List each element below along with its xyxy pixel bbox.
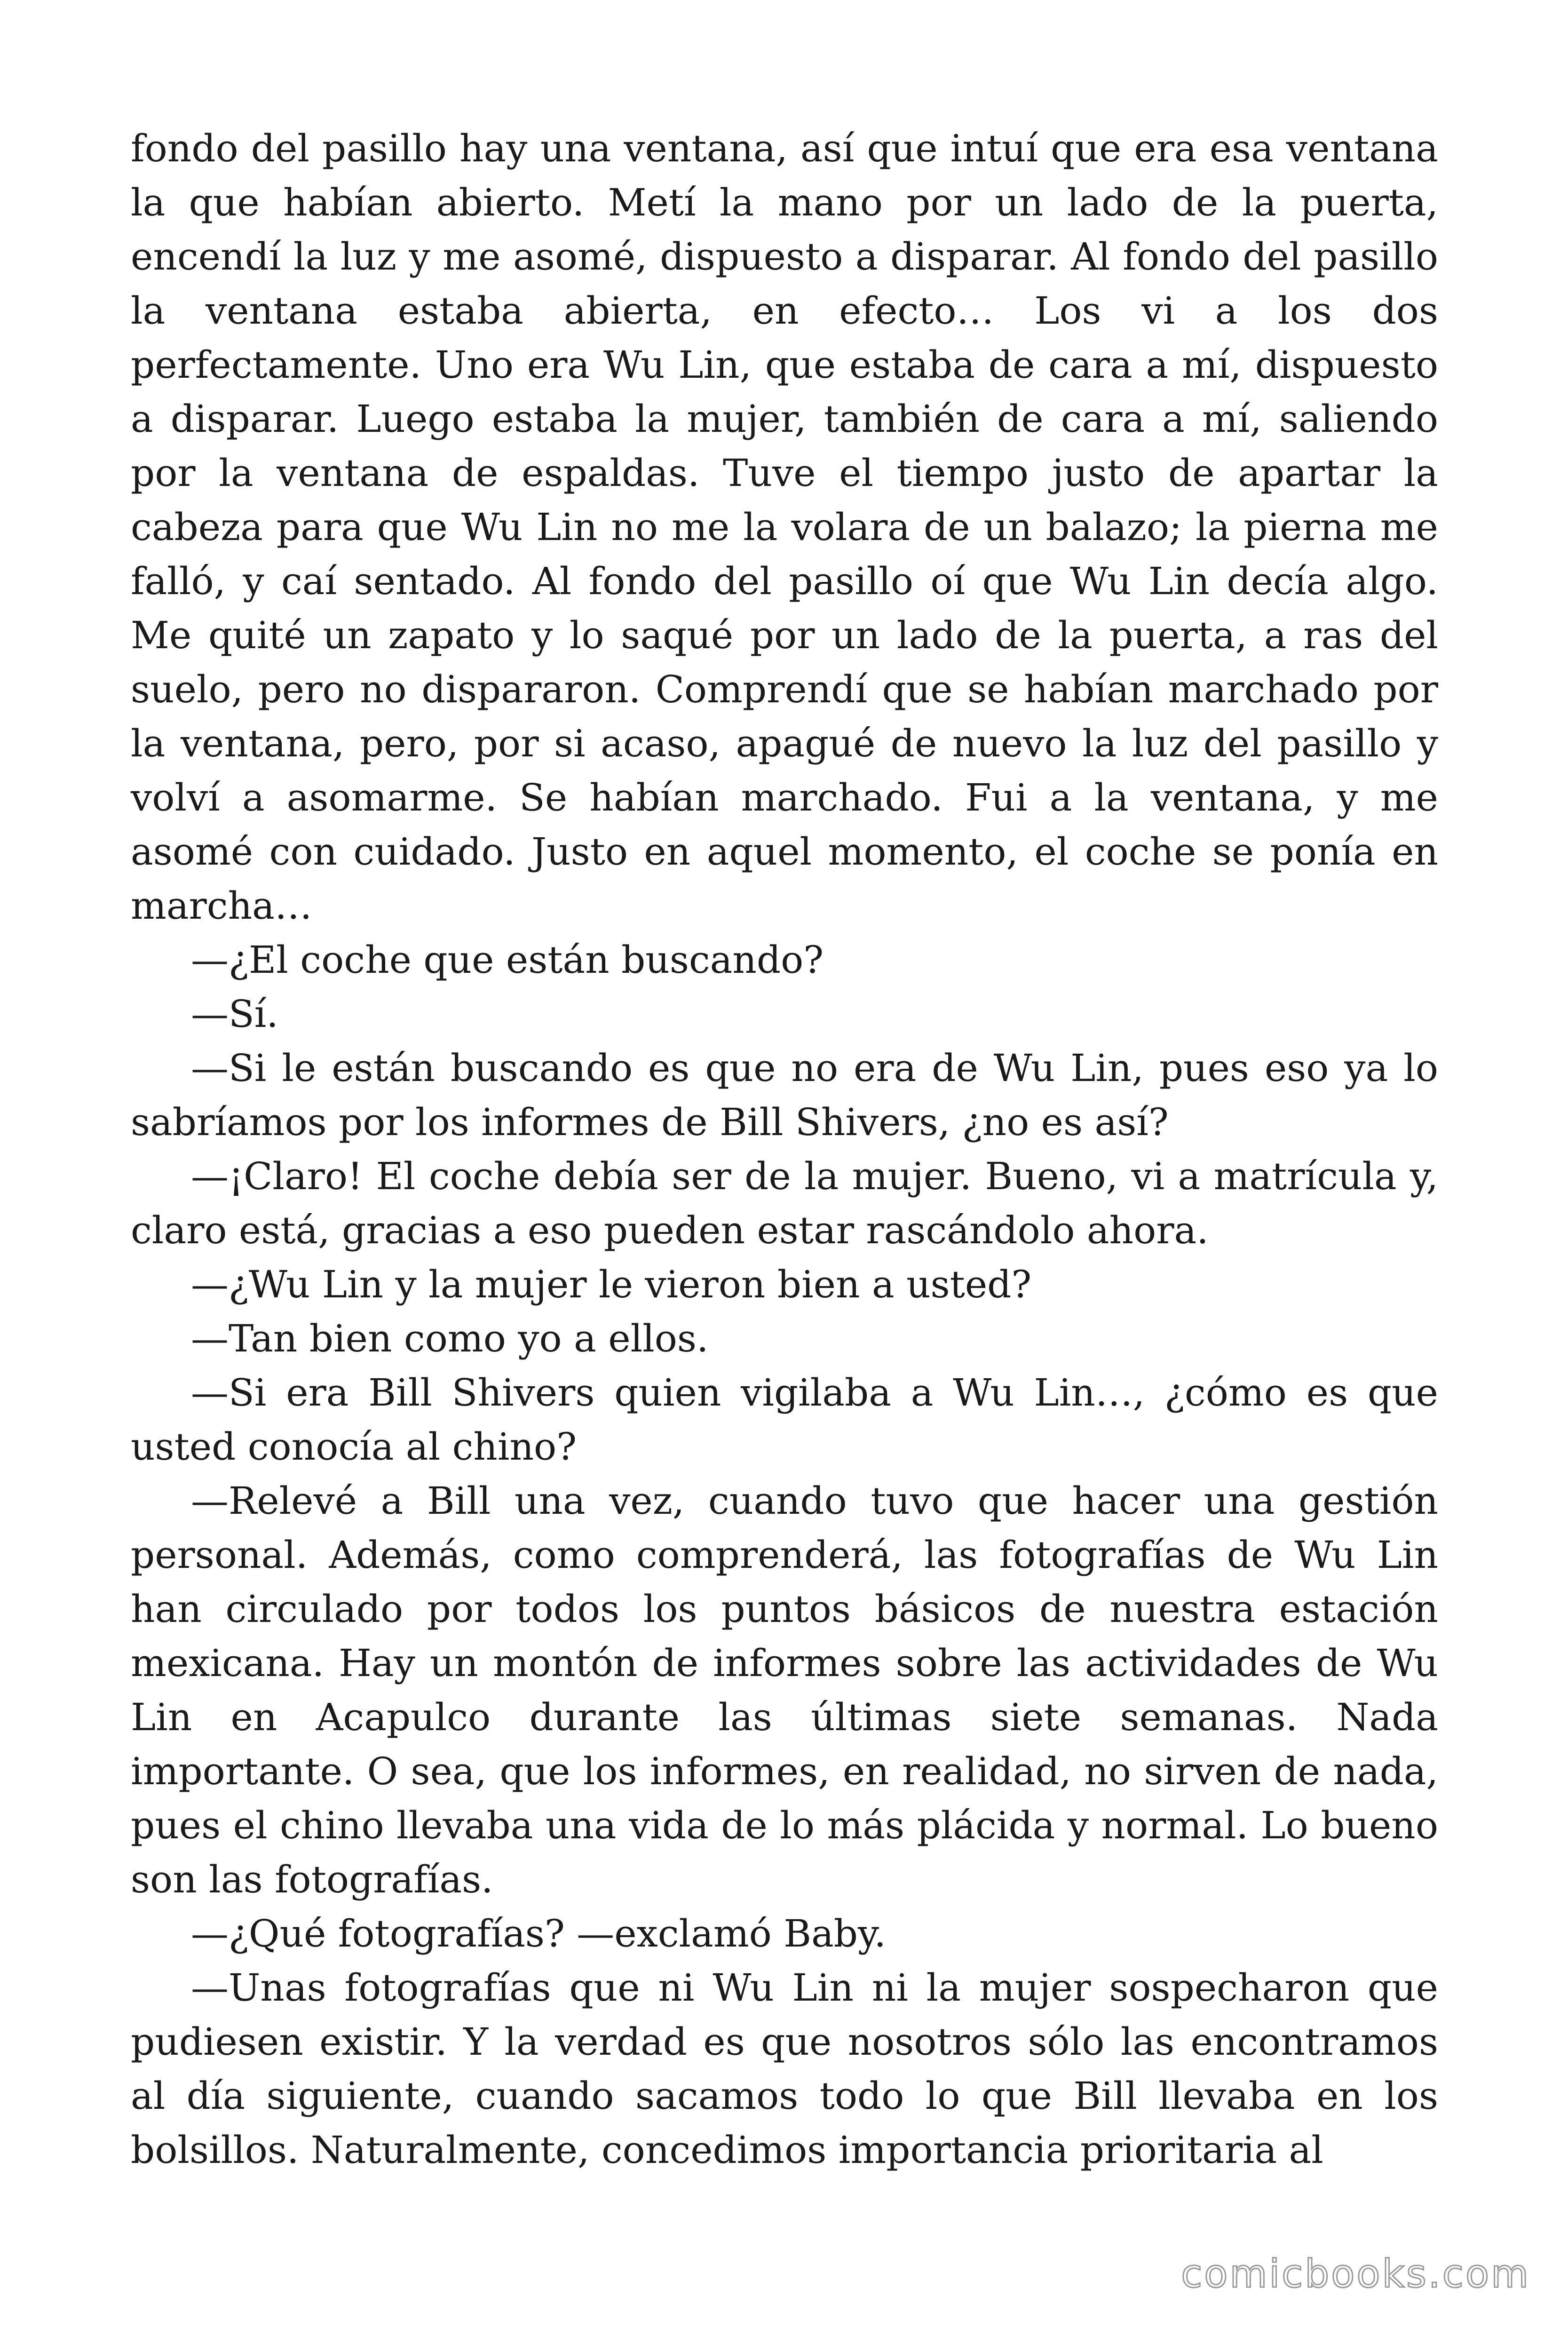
dialogue-line: —¿Wu Lin y la mujer le vieron bien a usted? bbox=[191, 1263, 1032, 1306]
dialogue-line: —Unas fotografías que ni Wu Lin ni la mujer sospecharon que pudiesen existir. Y la verdad es que nosotros sólo las encontramos al día siguiente, cuando sacamos todo lo que Bill llevaba en los bolsillos. Naturalmente, concedimos importancia prioritaria al bbox=[131, 1966, 1438, 2172]
dialogue-line: —¿El coche que están buscando? bbox=[191, 938, 824, 982]
dialogue-line: —Tan bien como yo a ellos. bbox=[191, 1317, 709, 1360]
dialogue-line: —¿Qué fotografías? —exclamó Baby. bbox=[191, 1912, 886, 1955]
dialogue-line: —Si le están buscando es que no era de Wu Lin, pues eso ya lo sabríamos por los informes de Bill Shivers, ¿no es así? bbox=[131, 1046, 1438, 1144]
dialogue-line: —Si era Bill Shivers quien vigilaba a Wu Lin…, ¿cómo es que usted conocía al chino? bbox=[131, 1371, 1438, 1469]
paragraph-continuation: fondo del pasillo hay una ventana, así que intuí que era esa ventana la que habían abierto. Metí la mano por un lado de la puerta, encendí la luz y me asomé, dispuesto a disparar. Al fondo del pasillo la ventana estaba abierta, en efecto… Los vi a los dos perfectamente. Uno era Wu Lin, que estaba de cara a mí, dispuesto a disparar. Luego estaba la mujer, también de cara a mí, saliendo por la ventana de espaldas. Tuve el tiempo justo de apartar la cabeza para que Wu Lin no me la volara de un balazo; la pierna me falló, y caí sentado. Al fondo del pasillo oí que Wu Lin decía algo. Me quité un zapato y lo saqué por un lado de la puerta, a ras del suelo, pero no dispararon. Comprendí que se habían marchado por la ventana, pero, por si acaso, apagué de nuevo la luz del pasillo y volví a asomarme. Se habían marchado. Fui a la ventana, y me asomé con cuidado. Justo en aquel momento, el coche se ponía en marcha… bbox=[131, 127, 1438, 928]
dialogue-line: —Sí. bbox=[191, 992, 278, 1036]
book-page-text bbox=[131, 121, 1438, 2177]
dialogue-line: —¡Claro! El coche debía ser de la mujer. Bueno, vi a matrícula y, claro está, gracias a eso pueden estar rascándolo ahora. bbox=[131, 1154, 1438, 1252]
dialogue-line: —Relevé a Bill una vez, cuando tuvo que hacer una gestión personal. Además, como comprenderá, las fotografías de Wu Lin han circulado por todos los puntos básicos de nuestra estación mexicana. Hay un montón de informes sobre las actividades de Wu Lin en Acapulco durante las últimas siete semanas. Nada importante. O sea, que los informes, en realidad, no sirven de nada, pues el chino llevaba una vida de lo más plácida y normal. Lo bueno son las fotografías. bbox=[131, 1479, 1438, 1901]
site-watermark: comicbooks.com bbox=[1181, 2252, 1530, 2296]
